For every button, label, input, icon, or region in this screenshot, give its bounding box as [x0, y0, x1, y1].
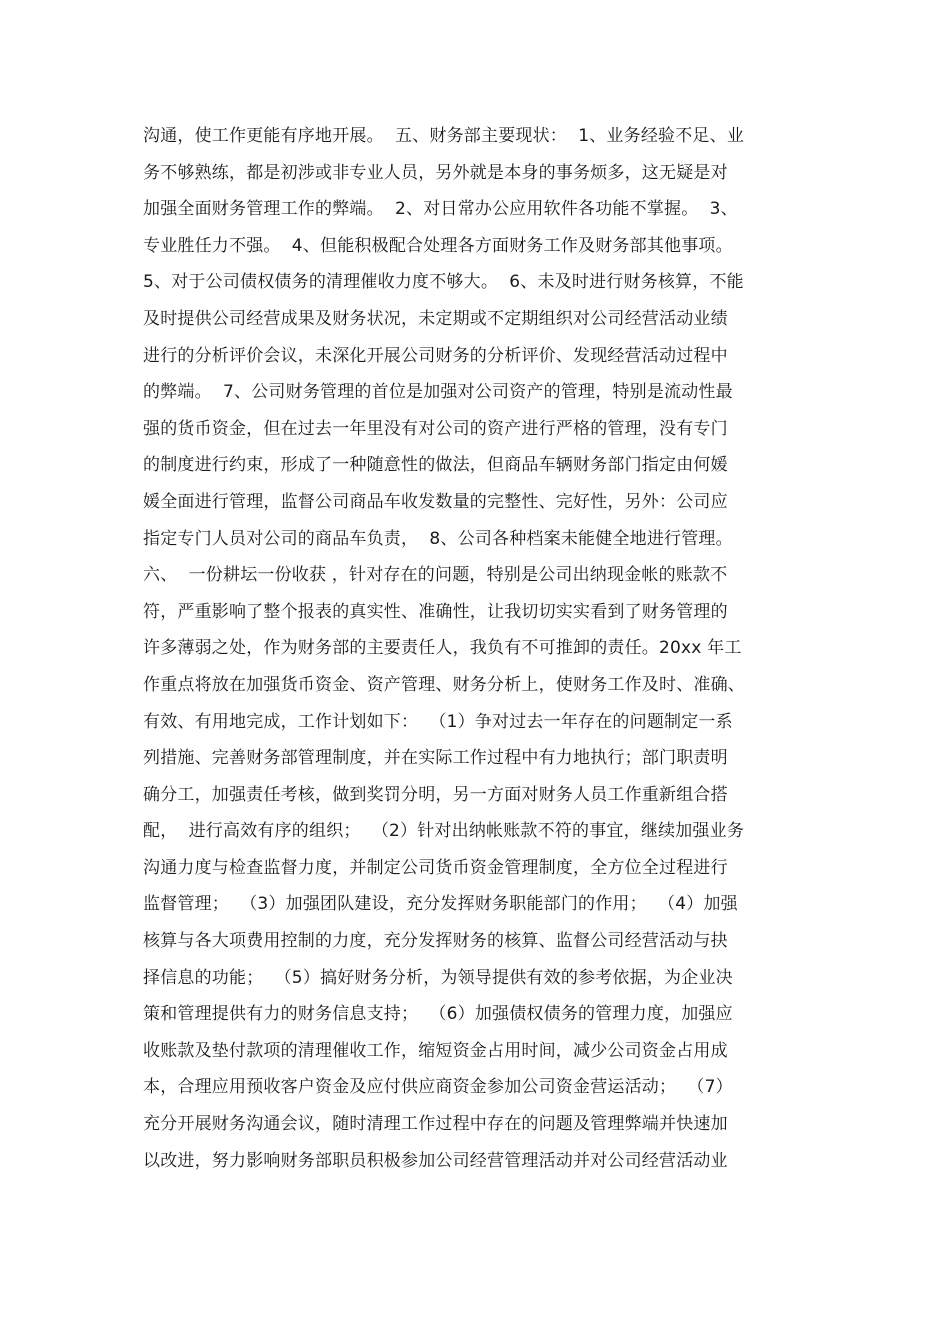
text-line: 配， 进行高效有序的组织； （2）针对出纳帐账款不符的事宜，继续加强业务	[143, 821, 745, 842]
text-line: 有效、有用地完成，工作计划如下： （1）争对过去一年存在的问题制定一系	[143, 711, 733, 732]
text-line: 收账款及垫付款项的清理催收工作，缩短资金占用时间，减少公司资金占用成	[143, 1040, 728, 1061]
text-line: 择信息的功能； （5）搞好财务分析，为领导提供有效的参考依据，为企业决	[143, 967, 733, 988]
text-line: 许多薄弱之处，作为财务部的主要责任人，我负有不可推卸的责任。20xx 年工	[143, 638, 742, 659]
text-line: 核算与各大项费用控制的力度，充分发挥财务的核算、监督公司经营活动与抉	[143, 931, 728, 952]
text-line: 的弊端。 7、公司财务管理的首位是加强对公司资产的管理，特别是流动性最	[143, 382, 733, 403]
text-line: 及时提供公司经营成果及财务状况，未定期或不定期组织对公司经营活动业绩	[143, 308, 728, 329]
text-line: 策和管理提供有力的财务信息支持； （6）加强债权债务的管理力度，加强应	[143, 1004, 733, 1025]
text-line: 符，严重影响了整个报表的真实性、准确性，让我切切实实看到了财务管理的	[143, 601, 728, 622]
text-line: 务不够熟练，都是初涉或非专业人员，另外就是本身的事务烦多，这无疑是对	[143, 162, 728, 183]
text-line: 进行的分析评价会议，未深化开展公司财务的分析评价、发现经营活动过程中	[143, 345, 728, 366]
text-line: 以改进，努力影响财务部职员积极参加公司经营管理活动并对公司经营活动业	[143, 1150, 728, 1171]
text-line: 确分工，加强责任考核，做到奖罚分明，另一方面对财务人员工作重新组合搭	[143, 784, 728, 805]
text-line: 六、 一份耕坛一份收获 ，针对存在的问题，特别是公司出纳现金帐的账款不	[143, 565, 728, 586]
text-line: 沟通力度与检查监督力度，并制定公司货币资金管理制度，全方位全过程进行	[143, 857, 728, 878]
text-line: 列措施、完善财务部管理制度，并在实际工作过程中有力地执行；部门职责明	[143, 748, 728, 769]
text-line: 本，合理应用预收客户资金及应付供应商资金参加公司资金营运活动； （7）	[143, 1077, 733, 1098]
text-line: 5、对于公司债权债务的清理催收力度不够大。 6、未及时进行财务核算，不能	[143, 272, 744, 293]
text-line: 充分开展财务沟通会议，随时清理工作过程中存在的问题及管理弊端并快速加	[143, 1114, 728, 1135]
text-line: 指定专门人员对公司的商品车负责， 8、公司各种档案未能健全地进行管理。	[143, 528, 733, 549]
text-line: 媛全面进行管理，监督公司商品车收发数量的完整性、完好性，另外：公司应	[143, 491, 728, 512]
text-line: 专业胜任力不强。 4、但能积极配合处理各方面财务工作及财务部其他事项。	[143, 235, 733, 256]
text-line: 强的货币资金，但在过去一年里没有对公司的资产进行严格的管理，没有专门	[143, 418, 728, 439]
text-line: 监督管理； （3）加强团队建设，充分发挥财务职能部门的作用； （4）加强	[143, 894, 738, 915]
text-line: 作重点将放在加强货币资金、资产管理、财务分析上，使财务工作及时、准确、	[143, 674, 745, 695]
body-text	[143, 118, 823, 1179]
text-line: 沟通，使工作更能有序地开展。 五、财务部主要现状： 1、业务经验不足、业	[143, 126, 745, 146]
text-line: 加强全面财务管理工作的弊端。 2、对日常办公应用软件各功能不掌握。 3、	[143, 199, 738, 220]
text-line: 的制度进行约束，形成了一种随意性的做法，但商品车辆财务部门指定由何媛	[143, 455, 728, 476]
